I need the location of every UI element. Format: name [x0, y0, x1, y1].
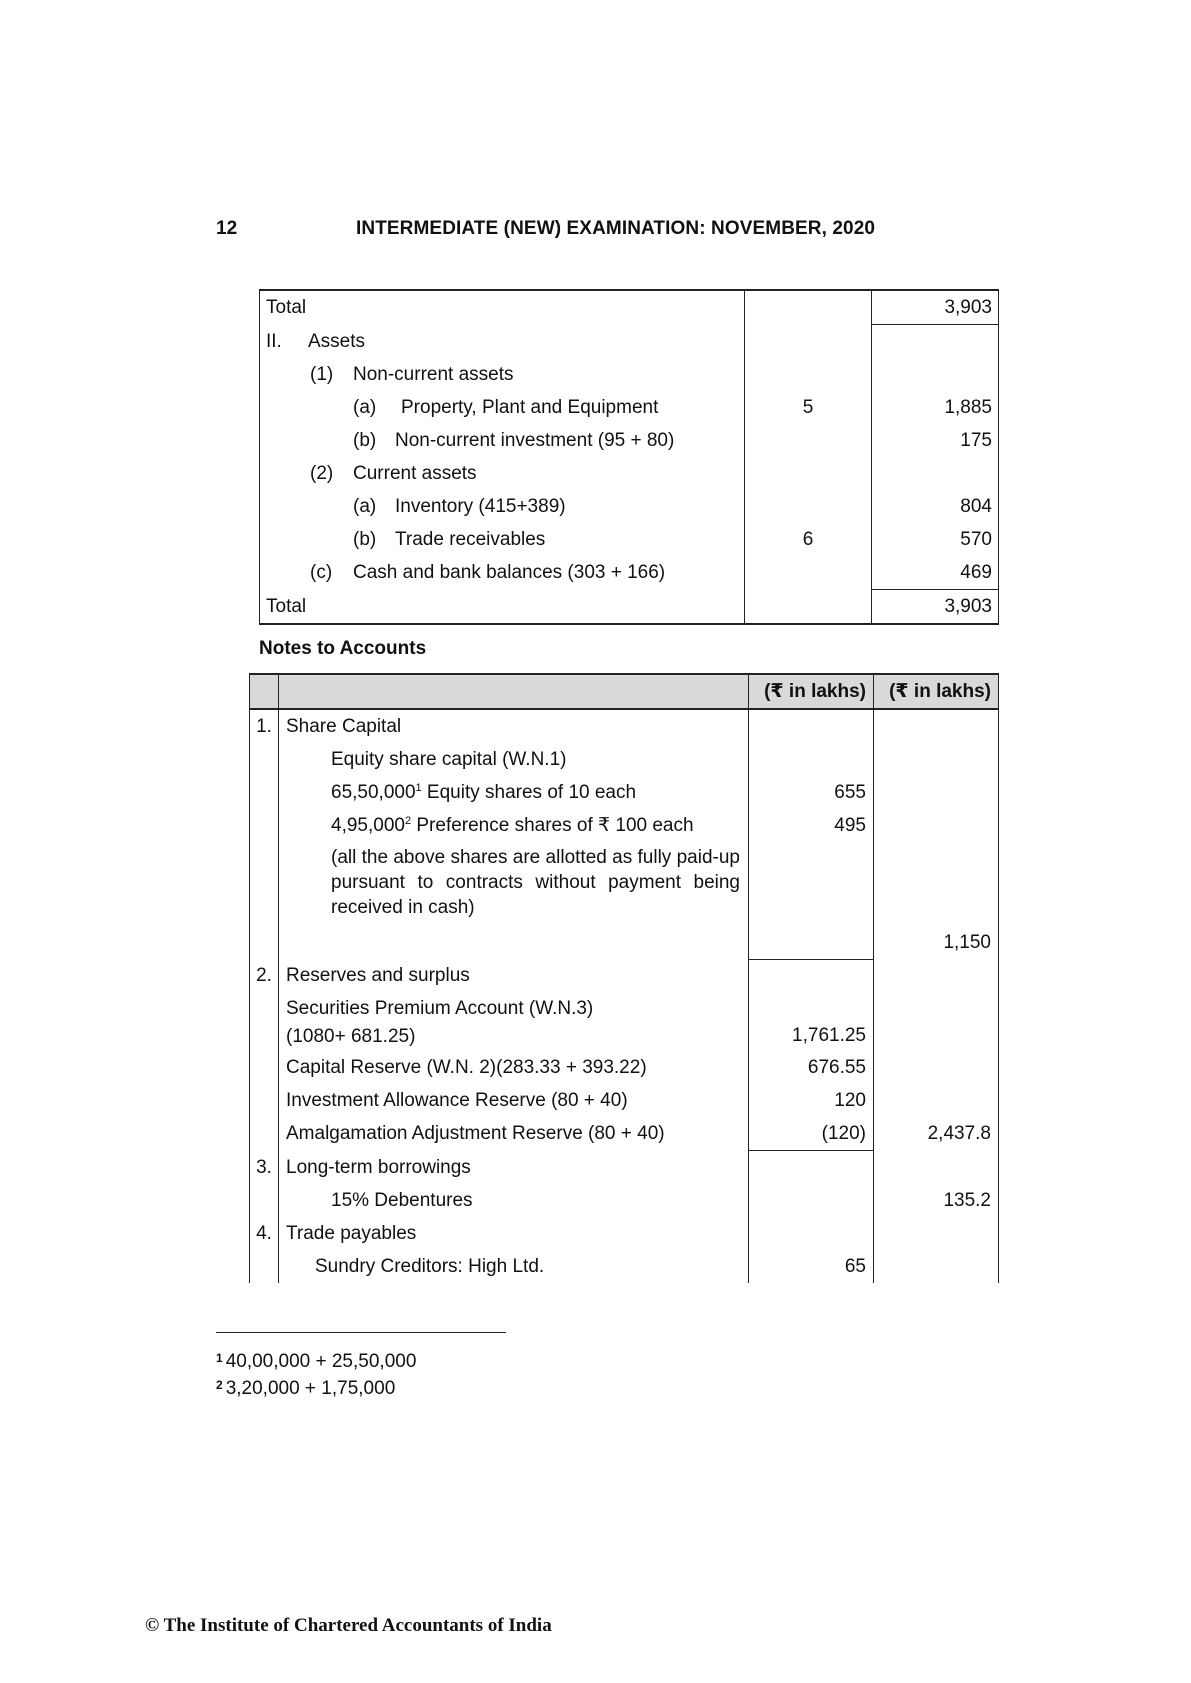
preference-shares-count: 4,95,000 — [331, 815, 405, 836]
footnote-ref-1: 1 — [415, 782, 422, 794]
table-row — [250, 743, 999, 776]
balance-sheet-table — [259, 289, 999, 625]
securities-premium-label: Securities Premium Account (W.N.3) — [286, 998, 594, 1019]
note-number: 2. — [250, 959, 279, 992]
table-row — [260, 556, 999, 590]
table-row — [250, 1117, 999, 1151]
share-capital-total: 1,150 — [874, 926, 999, 959]
amalgamation-adjustment-label: Amalgamation Adjustment Reserve (80 + 40) — [279, 1117, 749, 1151]
table-row — [260, 391, 999, 424]
top-total-value: 3,903 — [872, 290, 999, 325]
table-row — [250, 709, 999, 743]
footnote-2 — [216, 1378, 395, 1400]
column-header-1: (₹ in lakhs) — [749, 674, 874, 709]
table-row — [250, 809, 999, 842]
notes-heading: Notes to Accounts — [259, 638, 427, 659]
securities-premium-value: 1,761.25 — [749, 992, 874, 1051]
investment-label: Non-current investment (95 + 80) — [395, 430, 675, 451]
noncurrent-label: Non-current assets — [353, 364, 514, 385]
ppe-value: 1,885 — [872, 391, 999, 424]
footnote-divider — [216, 1332, 506, 1333]
table-row — [250, 1151, 999, 1184]
assets-label: Assets — [308, 330, 366, 352]
table-header-row — [250, 674, 999, 709]
debentures-value: 135.2 — [874, 1184, 999, 1217]
capital-reserve-label: Capital Reserve (W.N. 2)(283.33 + 393.22) — [279, 1051, 749, 1084]
sundry-creditors-value: 65 — [749, 1250, 874, 1283]
footnote-1 — [216, 1351, 416, 1373]
investment-value: 175 — [872, 424, 999, 457]
top-total-label: Total — [260, 290, 745, 325]
table-row — [250, 1051, 999, 1084]
note-number: 3. — [250, 1151, 279, 1184]
amalgamation-adjustment-value: (120) — [749, 1117, 874, 1151]
footnote-text: 40,00,000 + 25,50,000 — [225, 1351, 417, 1372]
trade-receivables-letter: (b) — [353, 529, 377, 550]
equity-shares-label: Equity shares of 10 each — [421, 782, 637, 803]
table-row — [250, 776, 999, 809]
table-row — [260, 490, 999, 523]
footnote-mark: 1 — [216, 1351, 223, 1365]
table-row — [260, 358, 999, 391]
table-row — [260, 590, 999, 625]
note-number: 4. — [250, 1217, 279, 1250]
inventory-label: Inventory (415+389) — [395, 496, 566, 517]
table-row — [260, 523, 999, 556]
copyright-footer: © The Institute of Chartered Accountants of India — [145, 1615, 552, 1636]
bottom-total-label: Total — [260, 590, 745, 625]
inventory-letter: (a) — [353, 496, 377, 517]
table-row — [250, 1217, 999, 1250]
investment-allowance-value: 120 — [749, 1084, 874, 1117]
column-header-2: (₹ in lakhs) — [874, 674, 999, 709]
page-number: 12 — [216, 218, 238, 239]
ppe-note: 5 — [745, 391, 872, 424]
note-title: Trade payables — [279, 1217, 749, 1250]
footnote-text: 3,20,000 + 1,75,000 — [225, 1378, 396, 1399]
equity-shares-count: 65,50,000 — [331, 782, 416, 803]
trade-receivables-label: Trade receivables — [395, 529, 546, 550]
note-number: 1. — [250, 709, 279, 743]
notes-table — [249, 673, 999, 1283]
debentures-label: 15% Debentures — [279, 1184, 749, 1217]
table-row — [250, 992, 999, 1051]
table-row — [250, 1184, 999, 1217]
ppe-label: Property, Plant and Equipment — [401, 397, 659, 418]
noncurrent-num: (1) — [310, 364, 334, 385]
table-row — [250, 842, 999, 926]
investment-letter: (b) — [353, 430, 377, 451]
cash-letter: (c) — [310, 562, 333, 584]
table-row — [250, 959, 999, 992]
table-row — [250, 1084, 999, 1117]
inventory-value: 804 — [872, 490, 999, 523]
bottom-total-value: 3,903 — [872, 590, 999, 625]
table-row — [250, 926, 999, 959]
sundry-creditors-label: Sundry Creditors: High Ltd. — [279, 1250, 749, 1283]
current-num: (2) — [310, 463, 334, 484]
investment-allowance-label: Investment Allowance Reserve (80 + 40) — [279, 1084, 749, 1117]
trade-receivables-note: 6 — [745, 523, 872, 556]
note-title: Reserves and surplus — [279, 959, 749, 992]
note-title: Long-term borrowings — [279, 1151, 749, 1184]
preference-shares-value: 495 — [749, 809, 874, 842]
table-row — [260, 325, 999, 359]
footnote-mark: 2 — [216, 1378, 223, 1392]
securities-premium-calc: (1080+ 681.25) — [286, 1026, 416, 1047]
current-label: Current assets — [353, 463, 477, 484]
preference-shares-label: Preference shares of ₹ 100 each — [411, 815, 694, 836]
ppe-letter: (a) — [353, 397, 377, 418]
capital-reserve-value: 676.55 — [749, 1051, 874, 1084]
page-title: INTERMEDIATE (NEW) EXAMINATION: NOVEMBER, 2020 — [356, 218, 876, 239]
allotment-note: (all the above shares are allotted as fully paid-up pursuant to contracts without payment being received in cash) — [279, 842, 749, 926]
table-row — [250, 1250, 999, 1283]
table-row — [260, 457, 999, 490]
assets-roman: II. — [266, 330, 282, 352]
trade-receivables-value: 570 — [872, 523, 999, 556]
cash-value: 469 — [872, 556, 999, 590]
table-row — [260, 290, 999, 325]
equity-shares-value: 655 — [749, 776, 874, 809]
table-row — [260, 424, 999, 457]
footnote-ref-2: 2 — [404, 815, 412, 827]
note-title: Share Capital — [279, 709, 749, 743]
cash-label: Cash and bank balances (303 + 166) — [353, 562, 666, 584]
reserves-total: 2,437.8 — [874, 1117, 999, 1151]
equity-share-capital-label: Equity share capital (W.N.1) — [279, 743, 749, 776]
